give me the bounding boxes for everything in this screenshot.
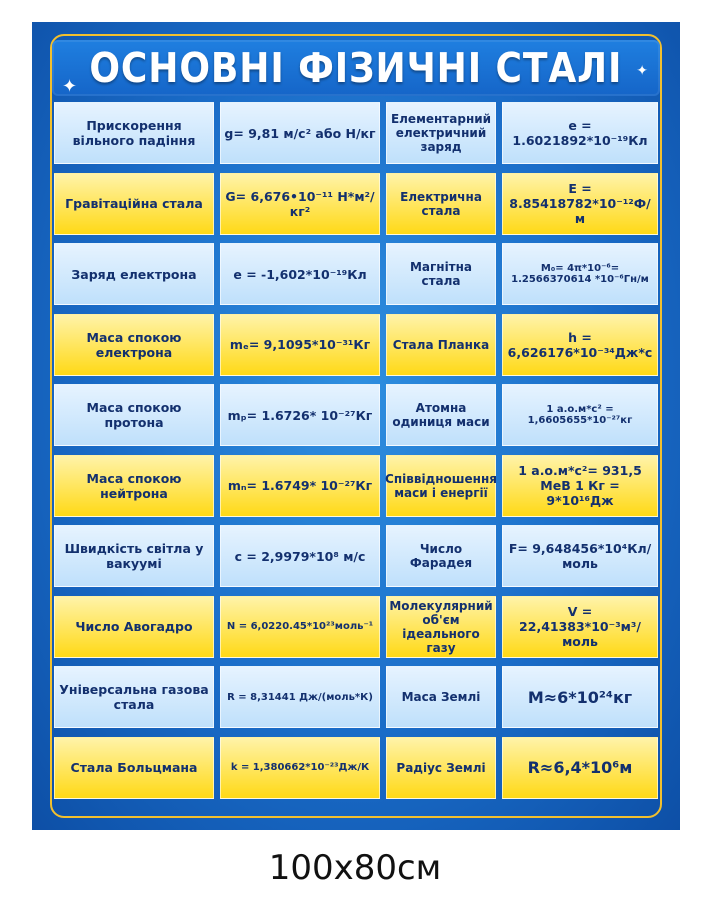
constant-name: Прискорення вільного падіння (54, 102, 214, 164)
constant-value: mₙ= 1.6749* 10⁻²⁷Кг (220, 455, 380, 517)
poster-title: ОСНОВНІ ФІЗИЧНІ СТАЛІ (89, 44, 623, 92)
constant-name: Стала Больцмана (54, 737, 214, 799)
constant-value: mₑ= 9,1095*10⁻³¹Кг (220, 314, 380, 376)
constant-name: Електрична стала (386, 173, 496, 235)
constant-name: Магнітна стала (386, 243, 496, 305)
constant-name: Молекулярний об'єм ідеального газу (386, 596, 496, 658)
table-row (54, 666, 658, 728)
constant-value: g= 9,81 м/с² або Н/кг (220, 102, 380, 164)
constants-table (54, 102, 658, 807)
sparkle-icon: ✦ (636, 63, 648, 79)
constant-value: M≈6*10²⁴кг (502, 666, 658, 728)
constant-value: mₚ= 1.6726* 10⁻²⁷Кг (220, 384, 380, 446)
constant-value: E = 8.85418782*10⁻¹²Ф/м (502, 173, 658, 235)
constant-name: Заряд електрона (54, 243, 214, 305)
constant-value: V = 22,41383*10⁻³м³/моль (502, 596, 658, 658)
constant-name: Радіус Землі (386, 737, 496, 799)
table-row (54, 596, 658, 658)
constant-value: 1 а.о.м*с²= 931,5 МеВ 1 Кг = 9*10¹⁶Дж (502, 455, 658, 517)
constant-value: c = 2,9979*10⁸ м/с (220, 525, 380, 587)
constant-name: Універсальна газова стала (54, 666, 214, 728)
constant-value: R≈6,4*10⁶м (502, 737, 658, 799)
constant-name: Число Фарадея (386, 525, 496, 587)
constant-name: Атомна одиниця маси (386, 384, 496, 446)
constant-value: F= 9,648456*10⁴Кл/моль (502, 525, 658, 587)
table-row (54, 384, 658, 446)
constant-value: G= 6,676•10⁻¹¹ Н*м²/кг² (220, 173, 380, 235)
constant-value: h = 6,626176*10⁻³⁴Дж*с (502, 314, 658, 376)
poster (32, 22, 680, 830)
constant-name: Швидкість світла у вакуумі (54, 525, 214, 587)
size-caption: 100x80см (268, 848, 442, 888)
constant-value: e = -1,602*10⁻¹⁹Кл (220, 243, 380, 305)
constant-name: Маса спокою нейтрона (54, 455, 214, 517)
constant-name: Число Авогадро (54, 596, 214, 658)
table-row (54, 314, 658, 376)
constant-value: M₀= 4π*10⁻⁶= 1.2566370614 *10⁻⁶Гн/м (502, 243, 658, 305)
table-row (54, 243, 658, 305)
table-row (54, 455, 658, 517)
constant-name: Співвідношення маси і енергії (386, 455, 496, 517)
table-row (54, 173, 658, 235)
table-row (54, 102, 658, 164)
constant-name: Гравітаційна стала (54, 173, 214, 235)
constant-value: R = 8,31441 Дж/(моль*К) (220, 666, 380, 728)
table-row (54, 525, 658, 587)
constant-name: Маса Землі (386, 666, 496, 728)
sparkle-icon: ✦ (62, 76, 78, 97)
constant-value: e = 1.6021892*10⁻¹⁹Кл (502, 102, 658, 164)
constant-name: Маса спокою електрона (54, 314, 214, 376)
constant-name: Маса спокою протона (54, 384, 214, 446)
constant-value: 1 а.о.м*с² = 1,6605655*10⁻²⁷кг (502, 384, 658, 446)
constant-value: N = 6,0220.45*10²³моль⁻¹ (220, 596, 380, 658)
title-bar (52, 40, 660, 96)
constant-name: Елементарний електричний заряд (386, 102, 496, 164)
constant-name: Стала Планка (386, 314, 496, 376)
table-row (54, 737, 658, 799)
constant-value: k = 1,380662*10⁻²³Дж/К (220, 737, 380, 799)
